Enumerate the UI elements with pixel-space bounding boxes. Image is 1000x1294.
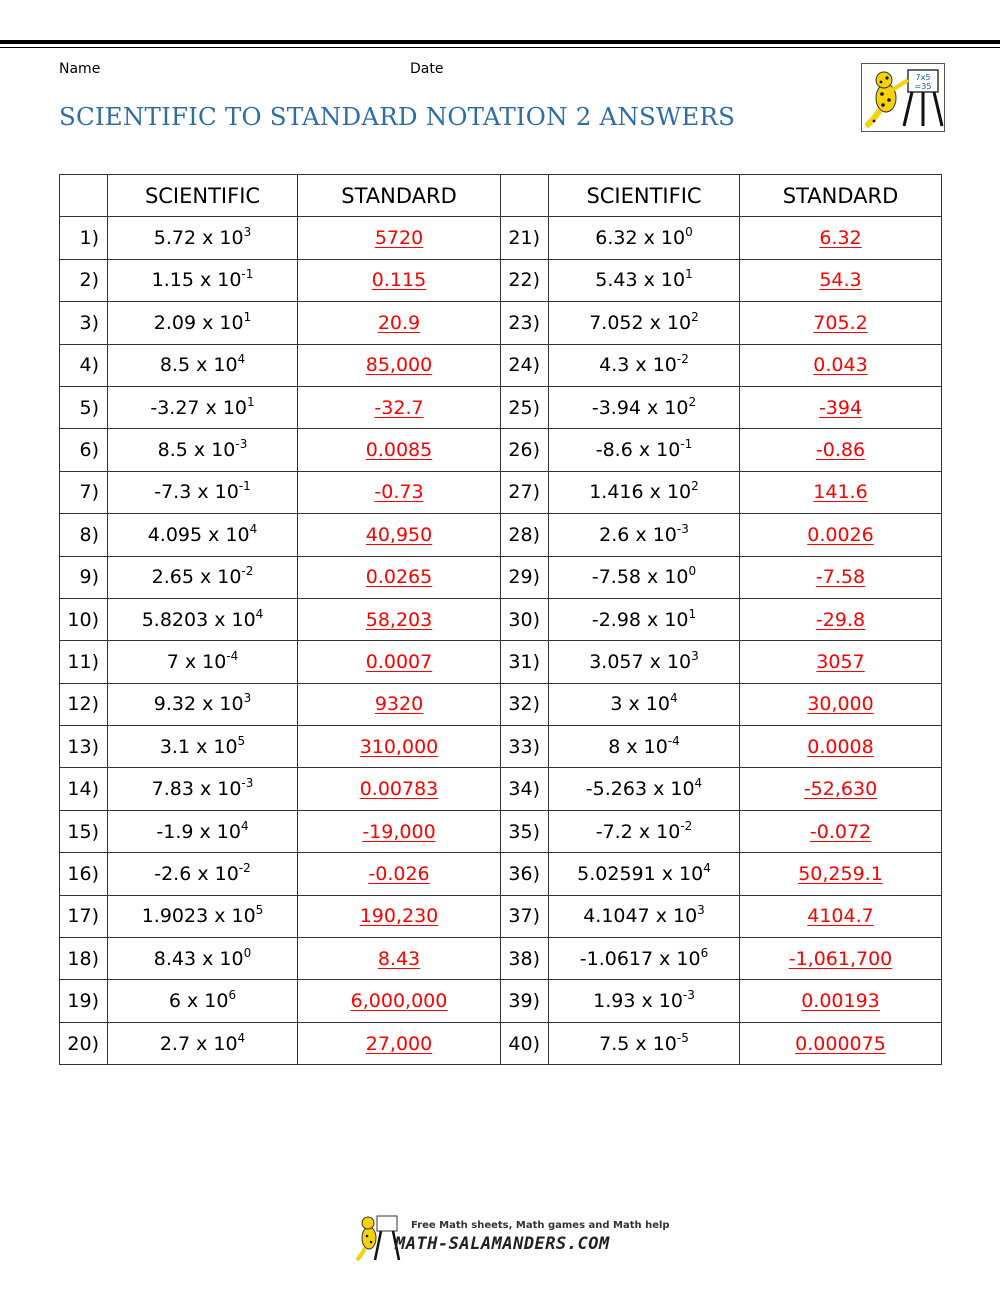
question-number: 8) [60,514,108,556]
mantissa: 6.32 [595,227,638,250]
exponent: -3 [676,521,689,536]
standard-answer [298,598,501,640]
answer-table [59,174,942,1065]
question-number: 40) [501,1022,549,1064]
mantissa: 6 [168,990,181,1013]
exponent: 1 [685,267,693,282]
exponent: 4 [669,691,678,706]
answer-value: 6.32 [819,227,862,250]
exponent: -3 [235,437,248,452]
answer-value: -0.072 [809,820,872,843]
scientific-value: -5.263 x $10^4$ [549,768,740,810]
scientific-value: 2.09 x $10^1$ [108,302,298,344]
scientific-value: -8.6 x $10^{-1}$ [549,429,740,471]
scientific-value: 7.83 x $10^{-3}$ [108,768,298,810]
mantissa: 8.5 [157,439,188,462]
table-row [60,386,942,428]
exponent: 1 [243,309,252,324]
exponent: 0 [685,225,693,240]
scientific-value: -3.94 x $10^2$ [549,386,740,428]
mantissa: -2.98 [591,608,642,631]
answer-value: 0.00193 [801,990,880,1013]
exponent: -2 [238,860,251,875]
mantissa: 4.095 [147,523,203,546]
footer-logo [355,1212,670,1264]
standard-answer [740,853,942,895]
exponent: 4 [249,521,258,536]
question-number: 31) [501,641,549,683]
table-row [60,344,942,386]
scientific-value: 4.1047 x $10^3$ [549,895,740,937]
standard-answer [298,810,501,852]
standard-answer [298,514,501,556]
standard-answer [298,217,501,259]
name-label: Name [59,61,101,77]
scientific-value: 3.057 x $10^3$ [549,641,740,683]
scientific-value: 5.43 x $10^1$ [549,259,740,301]
exponent: -4 [226,648,239,663]
answer-value: 0.000075 [795,1032,886,1055]
answer-value: 5720 [374,227,424,250]
answer-value: 0.115 [371,269,427,292]
question-number: 30) [501,598,549,640]
standard-answer [298,768,501,810]
mantissa: 4.3 [599,354,630,377]
question-number: 17) [60,895,108,937]
question-number: 1) [60,217,108,259]
mantissa: 1.416 [589,481,644,504]
question-number: 25) [501,386,549,428]
answer-value: 0.043 [813,354,868,377]
logo-card-bottom: =35 [914,82,932,91]
header-standard-left: STANDARD [298,175,501,217]
question-number: 35) [501,810,549,852]
table-header-row [60,175,942,217]
header-scientific-left: SCIENTIFIC [108,175,298,217]
scientific-value: 5.72 x $10^3$ [108,217,298,259]
scientific-value: 1.416 x $10^2$ [549,471,740,513]
page-title: SCIENTIFIC TO STANDARD NOTATION 2 ANSWERS [59,102,736,131]
answer-value: 141.6 [813,481,868,504]
standard-answer [298,683,501,725]
mantissa: 1.93 [593,990,636,1013]
answer-value: 20.9 [377,311,421,334]
mantissa: 7.052 [589,311,644,334]
scientific-value: 1.93 x $10^{-3}$ [549,980,740,1022]
mantissa: -3.94 [591,396,642,419]
question-number: 37) [501,895,549,937]
mantissa: 7 [166,650,179,673]
answer-value: -1,061,700 [788,947,893,970]
standard-answer [740,683,942,725]
mantissa: 7.83 [151,778,194,801]
standard-answer [298,471,501,513]
exponent: 4 [694,776,703,791]
answer-value: 8.43 [377,947,421,970]
standard-answer [298,259,501,301]
scientific-value: 1.9023 x $10^5$ [108,895,298,937]
exponent: -2 [241,564,254,579]
answer-value: -0.86 [815,439,866,462]
standard-answer [298,302,501,344]
answer-value: 50,259.1 [798,862,883,885]
table-row [60,726,942,768]
answer-value: -394 [818,396,863,419]
exponent: 5 [255,903,264,918]
table-row [60,514,942,556]
standard-answer [740,302,942,344]
exponent: -4 [667,733,680,748]
answer-value: 85,000 [365,354,433,377]
logo-card-top: 7x5 [915,73,931,82]
exponent: -3 [241,776,254,791]
mantissa: 2.7 [159,1032,191,1055]
table-row [60,302,942,344]
mantissa: 5.43 [595,269,638,292]
answer-value: 310,000 [359,735,439,758]
exponent: -3 [682,988,695,1003]
table-row [60,429,942,471]
table-row [60,980,942,1022]
question-number: 29) [501,556,549,598]
mantissa: 5.8203 [141,608,209,631]
exponent: 2 [691,479,699,494]
standard-answer [298,386,501,428]
standard-answer [298,1022,501,1064]
question-number: 22) [501,259,549,301]
exponent: 4 [255,606,264,621]
question-number: 12) [60,683,108,725]
standard-answer [740,1022,942,1064]
question-number: 9) [60,556,108,598]
scientific-value: -7.58 x $10^0$ [549,556,740,598]
standard-answer [740,598,942,640]
answer-value: -52,630 [803,778,878,801]
question-number: 38) [501,938,549,980]
question-number: 24) [501,344,549,386]
exponent: 4 [240,818,249,833]
mantissa: 2.65 [151,566,194,589]
answer-value: -0.026 [368,862,430,885]
scientific-value: 3.1 x $10^5$ [108,726,298,768]
standard-answer [298,938,501,980]
question-number: 13) [60,726,108,768]
exponent: 6 [700,945,709,960]
question-number: 23) [501,302,549,344]
question-number: 11) [60,641,108,683]
exponent: 5 [237,733,246,748]
question-number: 7) [60,471,108,513]
question-number: 2) [60,259,108,301]
scientific-value: -7.2 x $10^{-2}$ [549,810,740,852]
exponent: 4 [237,1030,246,1045]
question-number: 15) [60,810,108,852]
mantissa: 4.1047 [583,905,650,928]
answer-value: 54.3 [819,269,862,292]
question-number: 28) [501,514,549,556]
mantissa: 5.02591 [577,862,656,885]
mantissa: 9.32 [153,693,197,716]
scientific-value: 1.15 x $10^{-1}$ [108,259,298,301]
standard-answer [298,344,501,386]
exponent: 4 [237,352,246,367]
answer-value: 4104.7 [807,905,874,928]
exponent: 0 [688,564,697,579]
scientific-value: -2.98 x $10^1$ [549,598,740,640]
question-number: 14) [60,768,108,810]
scientific-value: -1.9 x $10^4$ [108,810,298,852]
mantissa: 2.09 [153,311,197,334]
answer-value: 9320 [374,693,424,716]
mantissa: -8.6 [595,439,633,462]
top-rule [0,40,1000,44]
scientific-value: 3 x $10^4$ [549,683,740,725]
question-number: 39) [501,980,549,1022]
scientific-value: 7.5 x $10^{-5}$ [549,1022,740,1064]
mantissa: -1.0617 [579,947,654,970]
answer-value: 58,203 [365,608,433,631]
scientific-value: 7.052 x $10^2$ [549,302,740,344]
scientific-value: 8.5 x $10^{-3}$ [108,429,298,471]
answer-value: 0.0026 [807,523,874,546]
answer-value: 0.00783 [359,778,439,801]
scientific-value: 6.32 x $10^0$ [549,217,740,259]
exponent: 3 [691,648,699,663]
mantissa: -2.6 [154,862,192,885]
question-number: 18) [60,938,108,980]
scientific-value: 4.095 x $10^4$ [108,514,298,556]
exponent: 2 [691,309,699,324]
exponent: -1 [238,479,251,494]
exponent: -2 [676,352,689,367]
answer-value: 30,000 [807,693,874,716]
scientific-value: -1.0617 x $10^6$ [549,938,740,980]
scientific-value: 6 x $10^6$ [108,980,298,1022]
standard-answer [740,514,942,556]
question-number: 19) [60,980,108,1022]
scientific-value: 8 x $10^{-4}$ [549,726,740,768]
table-row [60,1022,942,1064]
table-row [60,768,942,810]
answer-value: -19,000 [362,820,436,843]
question-number: 6) [60,429,108,471]
scientific-value: 4.3 x $10^{-2}$ [549,344,740,386]
standard-answer [298,895,501,937]
mantissa: -7.3 [154,481,192,504]
standard-answer [740,641,942,683]
standard-answer [740,556,942,598]
salamander-logo [861,63,945,132]
mantissa: 8.5 [159,354,191,377]
exponent: 4 [703,860,711,875]
question-number: 36) [501,853,549,895]
question-number: 3) [60,302,108,344]
standard-answer [298,980,501,1022]
table-row [60,598,942,640]
answer-value: 190,230 [359,905,439,928]
answer-value: 0.0265 [365,566,433,589]
answer-value: 27,000 [365,1032,433,1055]
mantissa: -1.9 [156,820,194,843]
exponent: 3 [243,691,252,706]
scientific-value: -3.27 x $10^1$ [108,386,298,428]
date-label: Date [410,61,444,77]
standard-answer [740,386,942,428]
exponent: 6 [228,988,237,1003]
exponent: 2 [688,394,697,409]
footer-site-name: MATH-SALAMANDERS.COM [395,1234,610,1254]
question-number: 21) [501,217,549,259]
standard-answer [298,556,501,598]
mantissa: 5.72 [153,227,197,250]
exponent: -2 [680,818,693,833]
answer-value: 0.0085 [365,439,433,462]
answer-value: -32.7 [374,396,424,419]
standard-answer [740,895,942,937]
question-number: 27) [501,471,549,513]
mantissa: -3.27 [150,396,200,419]
standard-answer [740,259,942,301]
scientific-value: 2.65 x $10^{-2}$ [108,556,298,598]
answer-value: -29.8 [815,608,866,631]
scientific-value: 7 x $10^{-4}$ [108,641,298,683]
question-number: 34) [501,768,549,810]
mantissa: 3.057 [589,650,644,673]
header-standard-right: STANDARD [740,175,942,217]
question-number: 10) [60,598,108,640]
exponent: 0 [243,945,252,960]
table-row [60,556,942,598]
mantissa: 1.15 [151,269,194,292]
exponent: -1 [241,267,254,282]
exponent: 1 [688,606,697,621]
scientific-value: 9.32 x $10^3$ [108,683,298,725]
standard-answer [298,726,501,768]
scientific-value: -2.6 x $10^{-2}$ [108,853,298,895]
salamander-teacher-icon [862,64,944,131]
standard-answer [740,344,942,386]
table-row [60,683,942,725]
answer-value: 6,000,000 [350,990,448,1013]
standard-answer [298,429,501,471]
header-number-right [501,175,549,217]
question-number: 5) [60,386,108,428]
standard-answer [740,810,942,852]
question-number: 32) [501,683,549,725]
footer-tagline: Free Math sheets, Math games and Math help [411,1220,670,1231]
scientific-value: 2.6 x $10^{-3}$ [549,514,740,556]
table-row [60,895,942,937]
mantissa: 2.6 [599,523,630,546]
scientific-value: 8.5 x $10^4$ [108,344,298,386]
exponent: -1 [680,437,693,452]
answer-value: 3057 [816,650,865,673]
standard-answer [298,641,501,683]
exponent: 1 [247,394,255,409]
standard-answer [740,726,942,768]
mantissa: 1.9023 [141,905,209,928]
mantissa: 3.1 [159,735,191,758]
table-row [60,853,942,895]
standard-answer [740,429,942,471]
mantissa: -7.58 [591,566,642,589]
table-row [60,938,942,980]
scientific-value: -7.3 x $10^{-1}$ [108,471,298,513]
table-row [60,217,942,259]
answer-value: -7.58 [815,566,866,589]
standard-answer [740,938,942,980]
mantissa: 7.5 [599,1032,630,1055]
standard-answer [740,217,942,259]
standard-answer [298,853,501,895]
question-number: 16) [60,853,108,895]
exponent: -5 [676,1030,689,1045]
table-row [60,471,942,513]
answer-value: 40,950 [365,523,433,546]
table-row [60,810,942,852]
mantissa: -5.263 [585,778,648,801]
top-rule-thin [0,47,1000,48]
mantissa: -7.2 [595,820,633,843]
scientific-value: 2.7 x $10^4$ [108,1022,298,1064]
table-row [60,259,942,301]
question-number: 33) [501,726,549,768]
answer-value: 0.0008 [807,735,874,758]
mantissa: 8.43 [153,947,197,970]
scientific-value: 5.02591 x $10^4$ [549,853,740,895]
mantissa: 8 [608,735,621,758]
header-scientific-right: SCIENTIFIC [549,175,740,217]
mantissa: 3 [610,693,623,716]
answer-value: 0.0007 [365,650,433,673]
answer-value: -0.73 [374,481,424,504]
question-number: 26) [501,429,549,471]
scientific-value: 5.8203 x $10^4$ [108,598,298,640]
question-number: 20) [60,1022,108,1064]
standard-answer [740,471,942,513]
standard-answer [740,768,942,810]
question-number: 4) [60,344,108,386]
header-number-left [60,175,108,217]
table-row [60,641,942,683]
scientific-value: 8.43 x $10^0$ [108,938,298,980]
answer-value: 705.2 [813,311,868,334]
exponent: 3 [243,225,252,240]
exponent: 3 [697,903,705,918]
standard-answer [740,980,942,1022]
